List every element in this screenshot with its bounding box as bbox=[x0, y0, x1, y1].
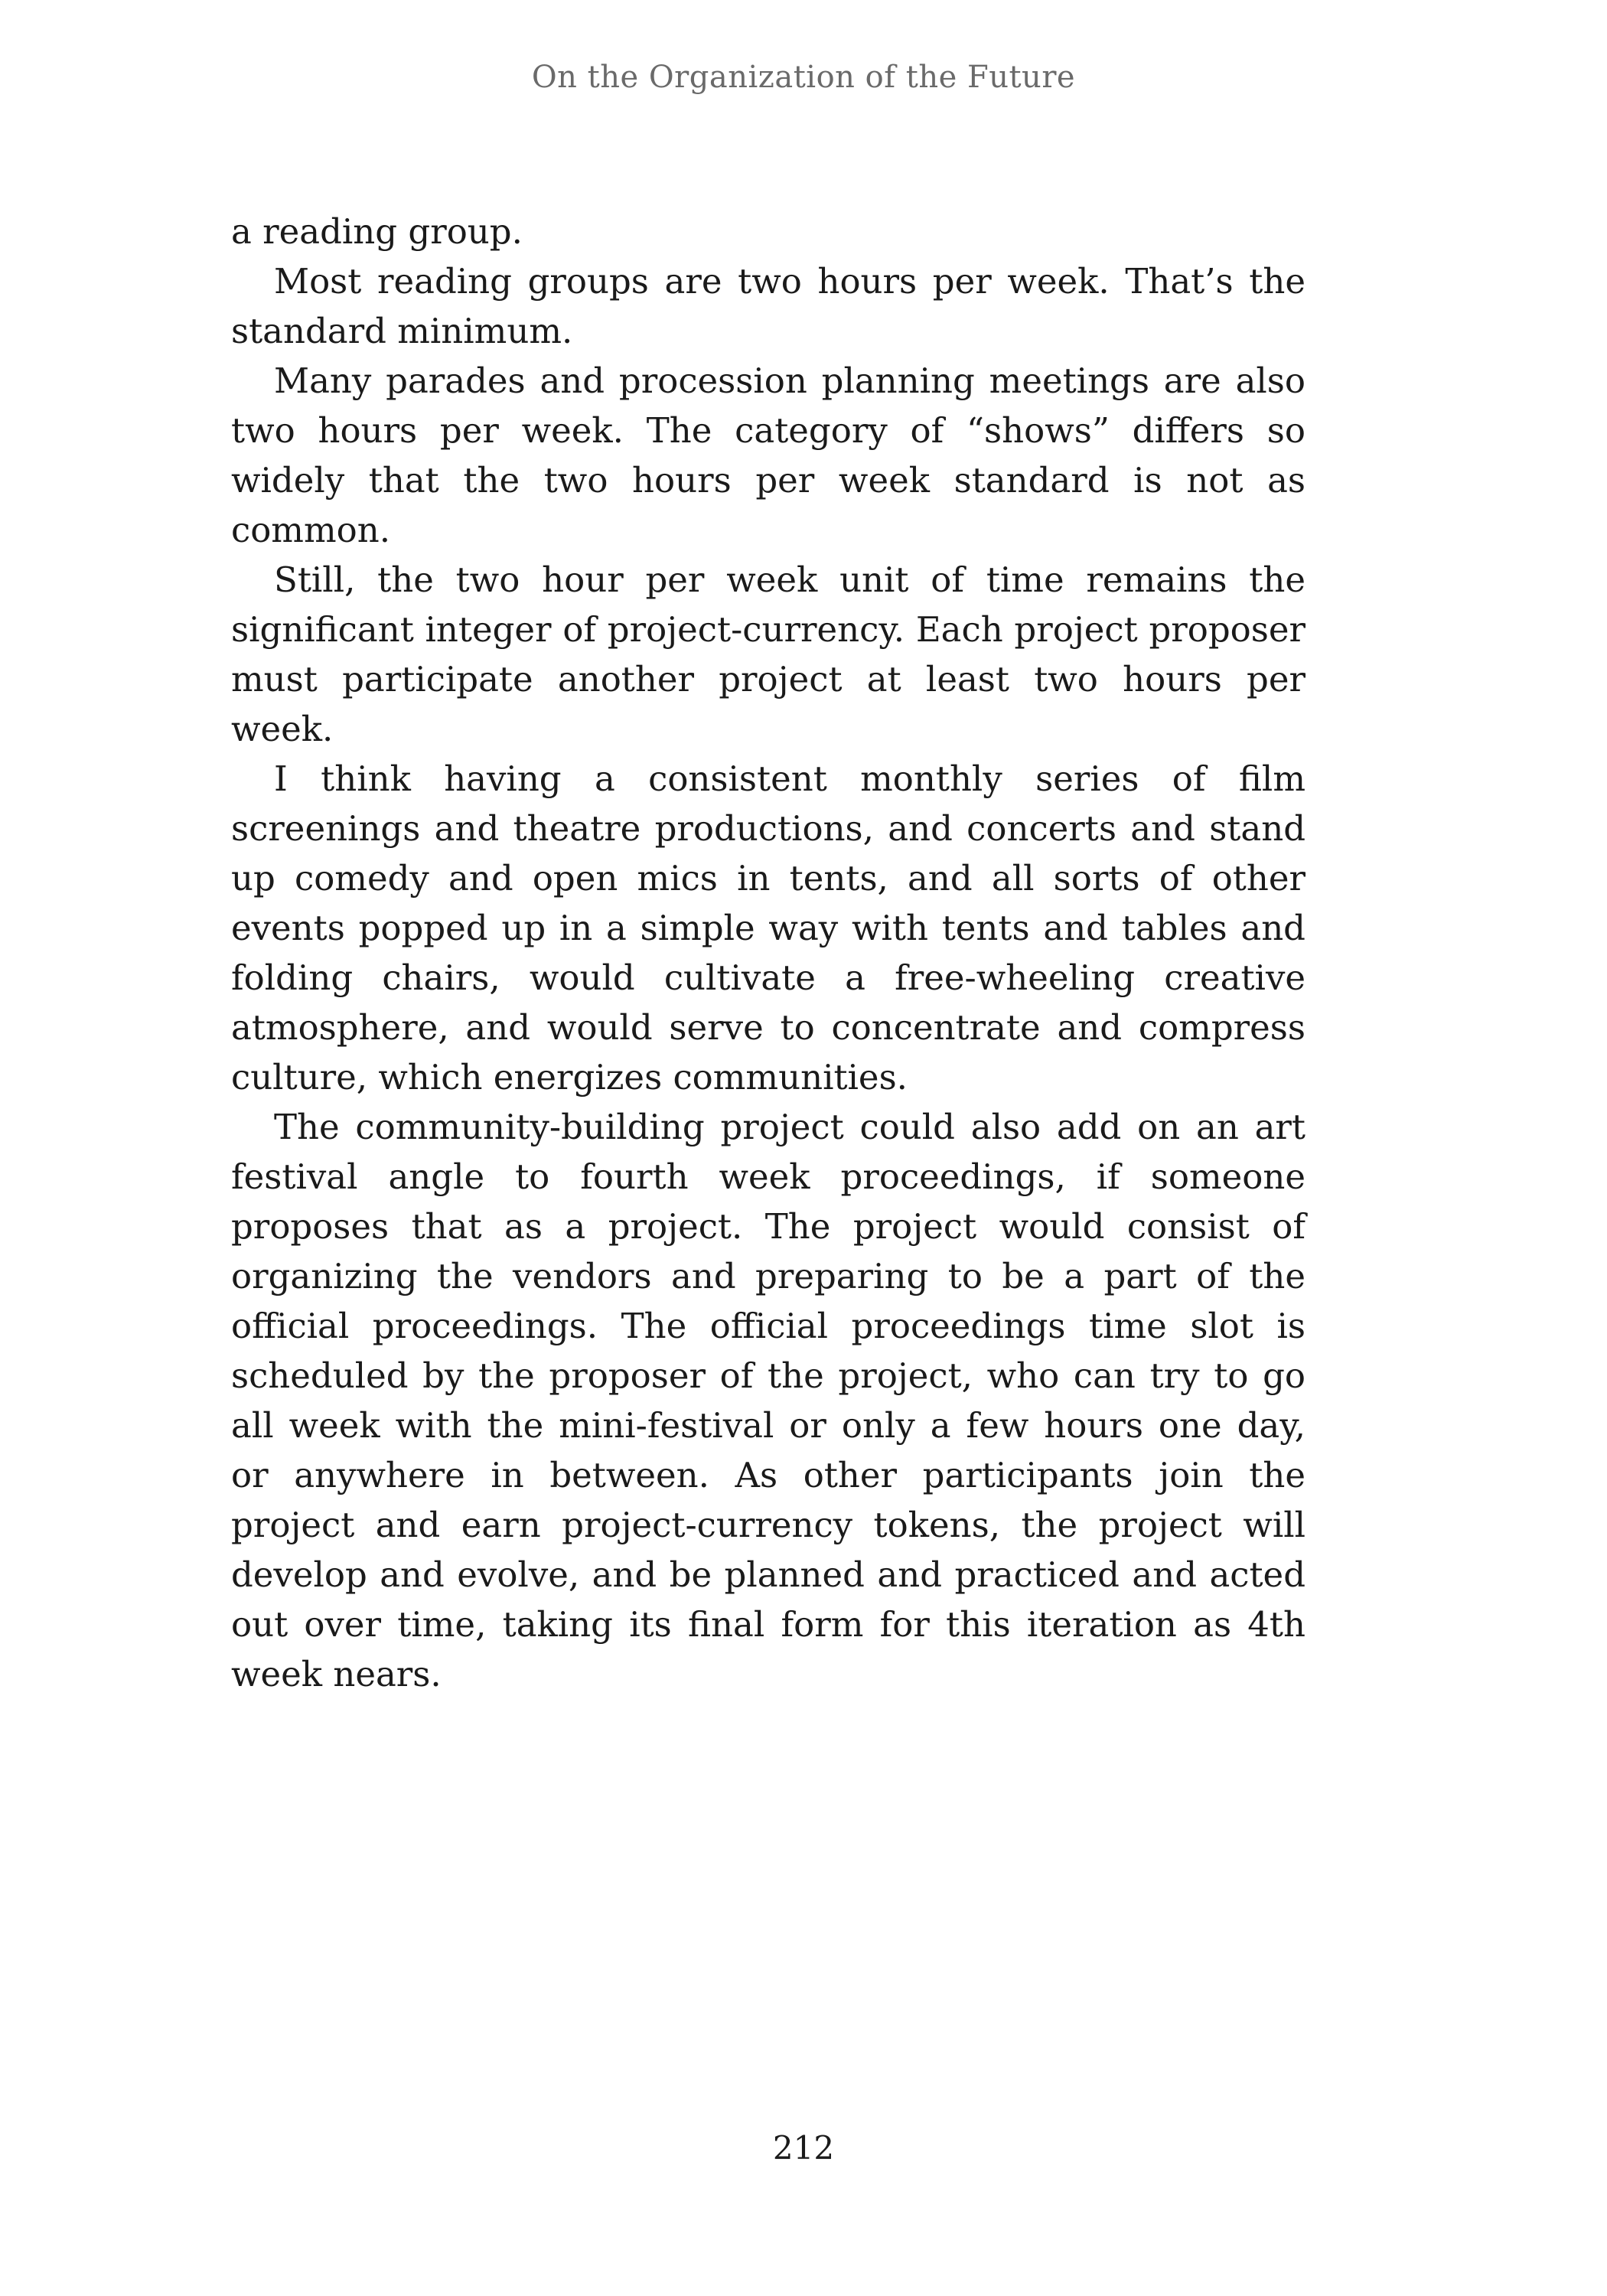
paragraph-4: Still, the two hour per week unit of time remains the significant integer of project-currency. Each project proposer must participate another project at least two hours per week. bbox=[231, 559, 1305, 749]
paragraph-6: The community-building project could also add on an art festival angle to fourth week proceedings, if someone proposes that as a project. The project would consist of organizing the vendors and preparing to be a part of the official proceedings. The official proceedings time slot is scheduled by the proposer of the project, who can try to go all week with the mini-festival or only a few hours one day, or anywhere in between. As other participants join the project and earn project-currency tokens, the project will develop and evolve, and be planned and practiced and acted out over time, taking its final form for this iteration as 4th week nears. bbox=[231, 1107, 1305, 1694]
page-number: 212 bbox=[772, 2129, 835, 2167]
paragraph-1: a reading group. bbox=[231, 211, 523, 252]
running-header: On the Organization of the Future bbox=[531, 60, 1076, 95]
paragraph-3: Many parades and procession planning meetings are also two hours per week. The category of “shows” differs so widely that the two hours per week standard is not as common. bbox=[231, 360, 1305, 550]
body-text bbox=[231, 207, 1305, 1699]
paragraph-5: I think having a consistent monthly series of film screenings and theatre productions, and concerts and stand up comedy and open mics in tents, and all sorts of other events popped up in a simple way with tents and tables and folding chairs, would cultivate a free-wheeling creative atmosphere, and would serve to concentrate and compress culture, which energizes communities. bbox=[231, 758, 1305, 1097]
paragraph-2: Most reading groups are two hours per week. That’s the standard minimum. bbox=[231, 261, 1305, 351]
